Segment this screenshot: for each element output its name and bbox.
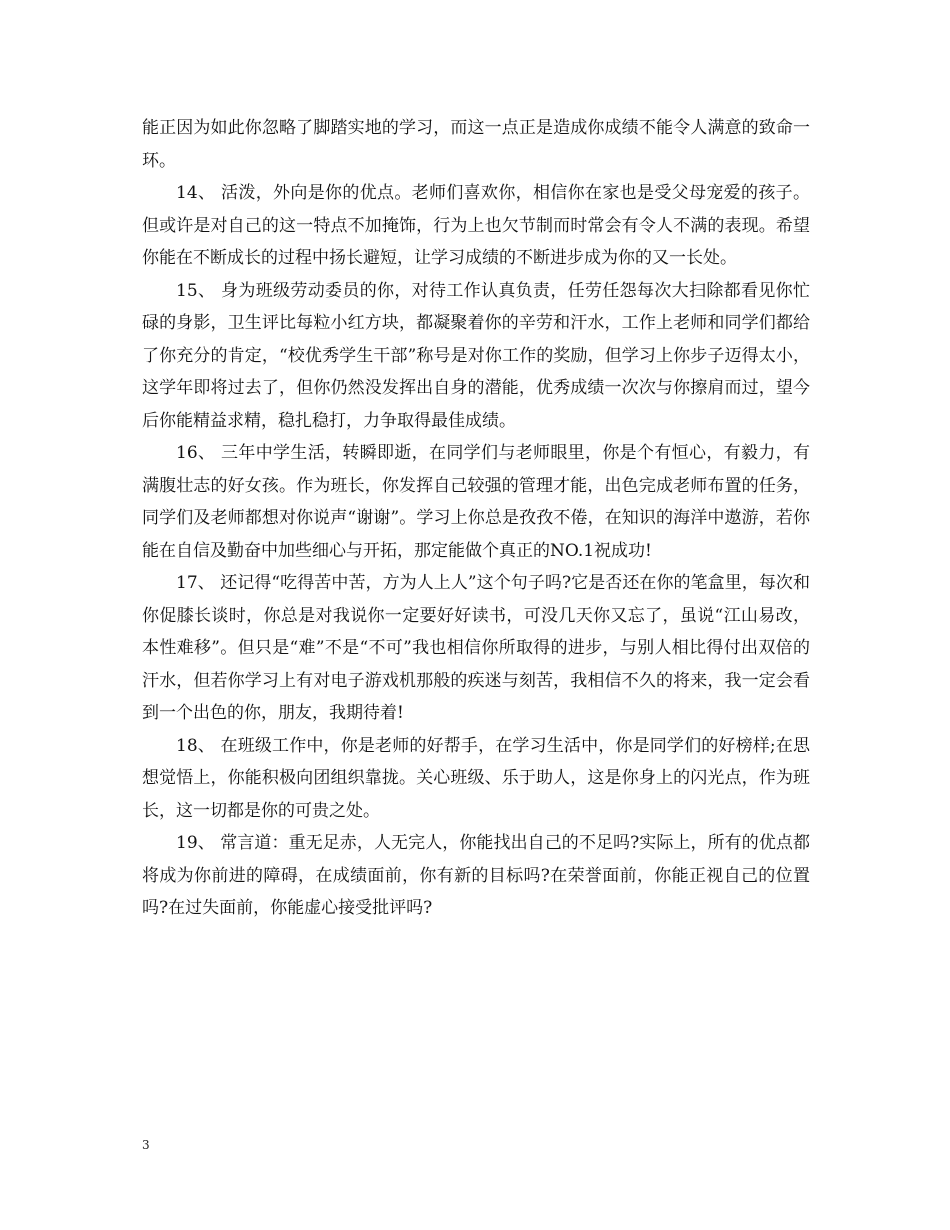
document-body [142, 112, 810, 925]
paragraph-continuation: 能正因为如此你忽略了脚踏实地的学习，而这一点正是造成你成绩不能令人满意的致命一环。 [142, 118, 810, 171]
paragraph-18: 18、 在班级工作中，你是老师的好帮手，在学习生活中，你是同学们的好榜样;在思想觉悟上，你能积极向团组织靠拢。关心班级、乐于助人，这是你身上的闪光点，作为班长，这一切都是你的可贵之处。 [142, 735, 810, 821]
paragraph-14: 14、 活泼，外向是你的优点。老师们喜欢你，相信你在家也是受父母宠爱的孩子。但或许是对自己的这一特点不加掩饰，行为上也欠节制而时常会有令人不满的表现。希望你能在不断成长的过程中扬长避短，让学习成绩的不断进步成为你的又一长处。 [142, 183, 810, 268]
paragraph-15: 15、 身为班级劳动委员的你，对待工作认真负责，任劳任怨每次大扫除都看见你忙碌的身影，卫生评比每粒小红方块，都凝聚着你的辛劳和汗水，工作上老师和同学们都给了你充分的肯定，“校优秀学生干部”称号是对你工作的奖励，但学习上你步子迈得太小，这学年即将过去了，但你仍然没发挥出自身的潜能，优秀成绩一次次与你擦肩而过，望今后你能精益求精，稳扎稳打，力争取得最佳成绩。 [142, 280, 810, 431]
paragraph-16: 16、 三年中学生活，转瞬即逝，在同学们与老师眼里，你是个有恒心，有毅力，有满腹壮志的好女孩。作为班长，你发挥自己较强的管理才能，出色完成老师布置的任务，同学们及老师都想对你说声“谢谢”。学习上你总是孜孜不倦，在知识的海洋中遨游，若你能在自信及勤奋中加些细心与开拓，那定能做个真正的NO.1祝成功! [142, 443, 810, 561]
paragraph-19: 19、 常言道：重无足赤，人无完人，你能找出自己的不足吗?实际上，所有的优点都将成为你前进的障碍，在成绩面前，你有新的目标吗?在荣誉面前，你能正视自己的位置吗?在过失面前，你能虚心接受批评吗? [142, 833, 810, 918]
paragraph-17: 17、 还记得“吃得苦中苦，方为人上人”这个句子吗?它是否还在你的笔盒里，每次和你促膝长谈时，你总是对我说你一定要好好读书，可没几天你又忘了，虽说“江山易改，本性难移”。但只是“难”不是“不可”我也相信你所取得的进步，与别人相比得付出双倍的汗水，但若你学习上有对电子游戏机那般的疾迷与刻苦，我相信不久的将来，我一定会看到一个出色的你，朋友，我期待着! [142, 573, 810, 723]
page-number: 3 [142, 1138, 150, 1152]
